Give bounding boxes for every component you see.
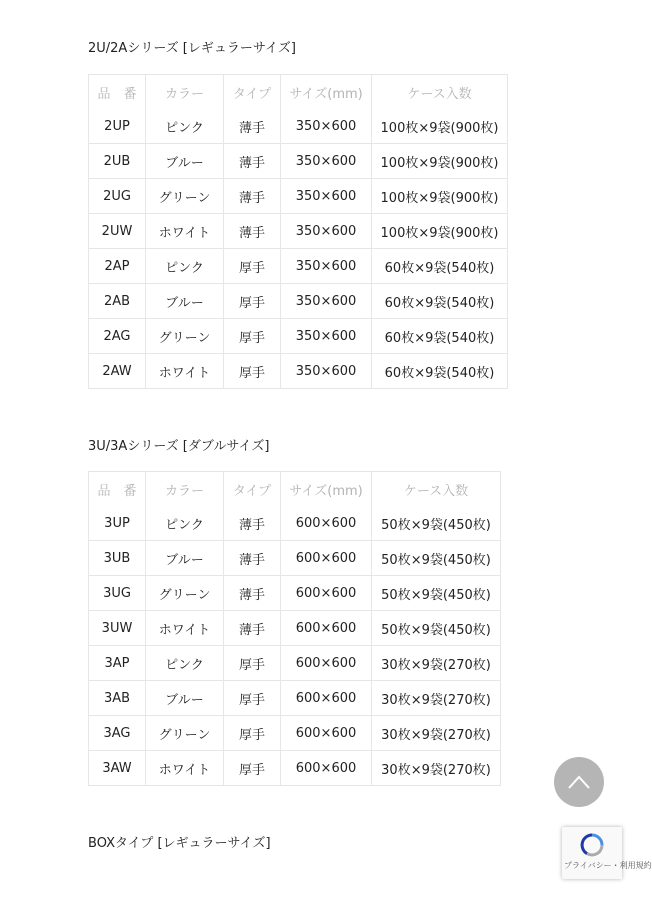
table-row [89, 179, 508, 214]
header-size: サイズ(mm) [281, 472, 372, 507]
cell-part-number: 3UG [89, 576, 146, 611]
cell-color: ホワイト [146, 354, 224, 389]
table-row [89, 506, 501, 541]
cell-type: 厚手 [224, 284, 281, 319]
section-title-3u3a: 3U/3Aシリーズ [ダブルサイズ] [88, 439, 270, 454]
cell-part-number: 3AB [89, 681, 146, 716]
cell-size: 350×600 [281, 319, 372, 354]
recaptcha-links[interactable]: プライバシー・利用規約 [564, 861, 652, 870]
cell-type: 薄手 [224, 576, 281, 611]
cell-size: 600×600 [281, 611, 372, 646]
cell-part-number: 2UG [89, 179, 146, 214]
cell-size: 350×600 [281, 109, 372, 144]
header-part-number: 品 番 [89, 472, 146, 507]
cell-color: グリーン [146, 179, 224, 214]
cell-size: 600×600 [281, 681, 372, 716]
cell-type: 厚手 [224, 716, 281, 751]
cell-color: ピンク [146, 249, 224, 284]
table-row [89, 646, 501, 681]
cell-type: 薄手 [224, 611, 281, 646]
cell-case-quantity: 100枚×9袋(900枚) [372, 179, 508, 214]
cell-part-number: 2UB [89, 144, 146, 179]
spec-table-2u2a [88, 74, 508, 389]
header-type: タイプ [224, 472, 281, 507]
cell-type: 厚手 [224, 319, 281, 354]
cell-case-quantity: 50枚×9袋(450枚) [372, 576, 501, 611]
cell-type: 厚手 [224, 249, 281, 284]
cell-size: 350×600 [281, 284, 372, 319]
cell-size: 600×600 [281, 646, 372, 681]
cell-color: グリーン [146, 576, 224, 611]
cell-size: 350×600 [281, 354, 372, 389]
cell-size: 350×600 [281, 179, 372, 214]
table-row [89, 354, 508, 389]
cell-color: ブルー [146, 681, 224, 716]
cell-type: 厚手 [224, 354, 281, 389]
header-color: カラー [146, 75, 224, 110]
cell-color: グリーン [146, 716, 224, 751]
section-title-2u2a: 2U/2Aシリーズ [レギュラーサイズ] [88, 41, 296, 56]
cell-part-number: 2AB [89, 284, 146, 319]
cell-case-quantity: 30枚×9袋(270枚) [372, 646, 501, 681]
header-color: カラー [146, 472, 224, 507]
cell-case-quantity: 60枚×9袋(540枚) [372, 249, 508, 284]
cell-color: ホワイト [146, 751, 224, 786]
cell-part-number: 3AW [89, 751, 146, 786]
cell-color: ホワイト [146, 611, 224, 646]
cell-part-number: 3AP [89, 646, 146, 681]
cell-color: グリーン [146, 319, 224, 354]
table-row [89, 751, 501, 786]
cell-case-quantity: 30枚×9袋(270枚) [372, 681, 501, 716]
table-row [89, 249, 508, 284]
header-part-number: 品 番 [89, 75, 146, 110]
chevron-up-icon [567, 774, 591, 790]
header-case-quantity: ケース入数 [372, 472, 501, 507]
header-type: タイプ [224, 75, 281, 110]
table-row [89, 576, 501, 611]
cell-type: 薄手 [224, 179, 281, 214]
table-row [89, 109, 508, 144]
table-row [89, 541, 501, 576]
cell-part-number: 3UP [89, 506, 146, 541]
cell-part-number: 2AW [89, 354, 146, 389]
recaptcha-badge[interactable] [562, 827, 652, 879]
cell-type: 薄手 [224, 214, 281, 249]
recaptcha-icon [579, 832, 605, 858]
table-header-row [89, 75, 508, 110]
cell-part-number: 2UP [89, 109, 146, 144]
cell-case-quantity: 30枚×9袋(270枚) [372, 751, 501, 786]
cell-case-quantity: 30枚×9袋(270枚) [372, 716, 501, 751]
cell-color: ブルー [146, 144, 224, 179]
table-row [89, 611, 501, 646]
cell-color: ブルー [146, 541, 224, 576]
header-size: サイズ(mm) [281, 75, 372, 110]
table-row [89, 681, 501, 716]
cell-type: 薄手 [224, 541, 281, 576]
cell-size: 350×600 [281, 214, 372, 249]
cell-color: ピンク [146, 506, 224, 541]
cell-case-quantity: 60枚×9袋(540枚) [372, 284, 508, 319]
cell-size: 350×600 [281, 144, 372, 179]
cell-type: 厚手 [224, 681, 281, 716]
cell-part-number: 3UW [89, 611, 146, 646]
cell-color: ピンク [146, 646, 224, 681]
cell-color: ホワイト [146, 214, 224, 249]
cell-case-quantity: 50枚×9袋(450枚) [372, 611, 501, 646]
cell-type: 厚手 [224, 751, 281, 786]
cell-part-number: 2AP [89, 249, 146, 284]
cell-part-number: 3AG [89, 716, 146, 751]
cell-type: 薄手 [224, 506, 281, 541]
section-title-box: BOXタイプ [レギュラーサイズ] [88, 836, 271, 851]
table-row [89, 214, 508, 249]
cell-part-number: 2UW [89, 214, 146, 249]
cell-size: 600×600 [281, 506, 372, 541]
header-case-quantity: ケース入数 [372, 75, 508, 110]
cell-size: 600×600 [281, 716, 372, 751]
cell-case-quantity: 60枚×9袋(540枚) [372, 319, 508, 354]
cell-type: 薄手 [224, 144, 281, 179]
cell-case-quantity: 100枚×9袋(900枚) [372, 214, 508, 249]
cell-size: 600×600 [281, 576, 372, 611]
cell-color: ピンク [146, 109, 224, 144]
table-row [89, 716, 501, 751]
cell-case-quantity: 50枚×9袋(450枚) [372, 541, 501, 576]
cell-type: 薄手 [224, 109, 281, 144]
table-row [89, 319, 508, 354]
cell-case-quantity: 100枚×9袋(900枚) [372, 144, 508, 179]
table-header-row [89, 472, 501, 507]
cell-size: 350×600 [281, 249, 372, 284]
cell-size: 600×600 [281, 751, 372, 786]
cell-case-quantity: 100枚×9袋(900枚) [372, 109, 508, 144]
cell-part-number: 3UB [89, 541, 146, 576]
back-to-top-button[interactable] [554, 757, 604, 807]
spec-table-3u3a [88, 471, 501, 786]
table-row [89, 284, 508, 319]
cell-type: 厚手 [224, 646, 281, 681]
table-row [89, 144, 508, 179]
cell-color: ブルー [146, 284, 224, 319]
cell-case-quantity: 60枚×9袋(540枚) [372, 354, 508, 389]
cell-case-quantity: 50枚×9袋(450枚) [372, 506, 501, 541]
cell-size: 600×600 [281, 541, 372, 576]
cell-part-number: 2AG [89, 319, 146, 354]
